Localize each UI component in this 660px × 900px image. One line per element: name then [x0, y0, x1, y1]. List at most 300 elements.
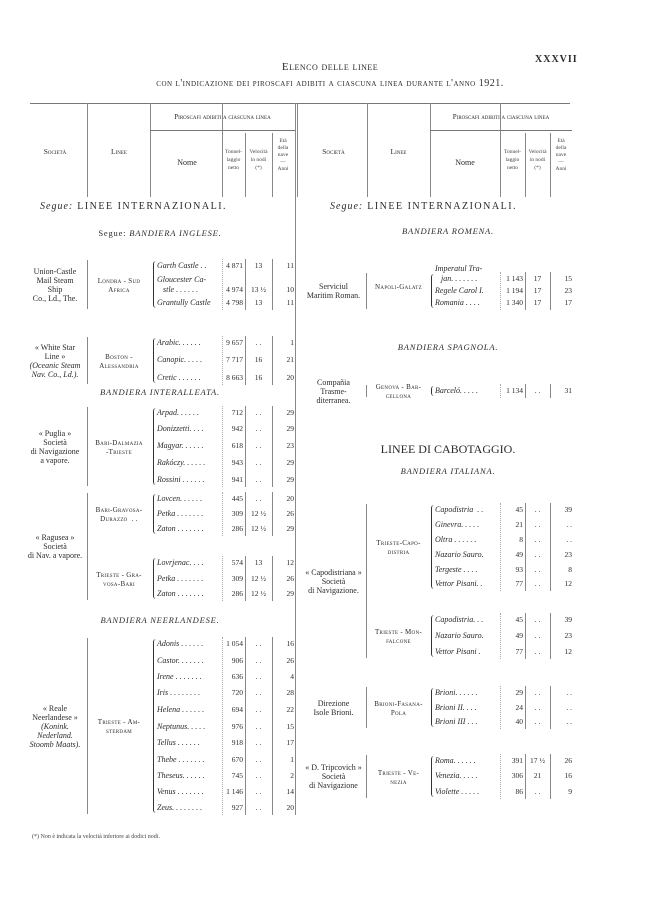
- header-top-rule: [30, 103, 570, 104]
- societa-name: [22, 533, 88, 560]
- ship-eta: . .: [566, 703, 572, 712]
- ship-tonnellaggio: 49: [515, 550, 523, 559]
- ship-eta: 29: [286, 475, 294, 484]
- ship-name: Irene . . . . . . .: [157, 672, 202, 681]
- vel-eta-rule: [550, 754, 551, 799]
- tonnellaggio-rule: [222, 336, 223, 385]
- ship-eta: 12: [286, 558, 294, 567]
- heading-text: BANDIERA ITALIANA.: [400, 466, 496, 476]
- societa-line: di Nav. a vapore.: [27, 551, 83, 560]
- page-subtitle: con l'indicazione dei piroscafi adibiti a ciascuna linea durante l'anno 1921.: [156, 78, 504, 89]
- ship-velocita: 12 ½: [251, 524, 266, 533]
- ship-velocita: 12 ½: [251, 574, 266, 583]
- ship-eta: . .: [566, 535, 572, 544]
- vel-eta-rule: [272, 492, 273, 536]
- ship-eta: 21: [286, 355, 294, 364]
- ship-tonnellaggio: 574: [231, 558, 243, 567]
- brace-icon: [431, 505, 435, 589]
- ship-velocita: . .: [255, 738, 262, 747]
- tonn-vel-rule: [525, 754, 526, 799]
- ship-velocita: . .: [255, 494, 262, 503]
- ship-velocita: . .: [255, 672, 262, 681]
- section-heading: [318, 466, 578, 476]
- societa-line: « White Star: [34, 342, 76, 352]
- ship-eta: 9: [568, 787, 572, 796]
- societa-name: [300, 699, 367, 717]
- header-tonnellaggio: Tonnel- laggio netto: [503, 149, 522, 171]
- ship-name: Romania . . . .: [435, 298, 480, 307]
- ship-velocita: . .: [255, 656, 262, 665]
- tonnellaggio-rule: [500, 384, 501, 398]
- ship-velocita: 16: [254, 355, 263, 364]
- section-heading: [30, 387, 290, 397]
- societa-line: di Navigazione: [30, 446, 80, 456]
- ship-tonnellaggio: 45: [515, 615, 523, 624]
- page-title: Elenco delle linee: [281, 61, 379, 73]
- ship-velocita: . .: [255, 771, 262, 780]
- ship-name: Castor. . . . . . .: [157, 656, 204, 665]
- linee-name: Brioni-Fasana- Pola: [374, 699, 423, 717]
- ship-name: Nazario Sauro.: [435, 631, 484, 640]
- ship-velocita: 17: [533, 274, 542, 283]
- header-sub-rule: [150, 130, 295, 131]
- ship-eta: 28: [286, 688, 294, 697]
- ship-name: Zaton . . . . . . .: [157, 589, 204, 598]
- ship-name: Thebe . . . . . . .: [157, 755, 205, 764]
- tonnellaggio-rule: [222, 637, 223, 815]
- heading-text: BANDIERA INTERALLEATA.: [100, 387, 220, 397]
- center-double-rule: [297, 103, 298, 197]
- societa-name: [300, 282, 367, 300]
- ship-name: Rakóczy. . . . . .: [157, 458, 206, 467]
- ship-name: Tergeste . . . .: [435, 565, 478, 574]
- tonn-vel-rule: [525, 272, 526, 310]
- header-piroscafi: Piroscafi adibiti a ciascuna linea: [174, 113, 271, 121]
- ship-velocita: . .: [534, 565, 541, 574]
- linee-name: Boston - Alessandria: [99, 352, 139, 370]
- linee-name: Bari-Gravosa- Durazzo . .: [95, 506, 143, 523]
- societa-name: [22, 429, 88, 465]
- tonn-vel-rule: [525, 613, 526, 659]
- vel-eta-rule: [272, 259, 273, 310]
- societa-line: « Capodistriana »: [305, 567, 362, 577]
- societa-line: Co., Ld., The.: [32, 293, 78, 303]
- ship-tonnellaggio: 694: [231, 705, 243, 714]
- ship-eta: 29: [286, 424, 294, 433]
- societa-line: Società: [43, 542, 67, 551]
- ship-velocita: . .: [255, 803, 262, 812]
- page-number: XXXVII: [535, 54, 578, 65]
- ship-velocita: 17: [533, 298, 542, 307]
- ship-tonnellaggio: 720: [231, 688, 243, 697]
- societa-name: [300, 378, 367, 405]
- ship-tonnellaggio: 77: [515, 647, 523, 656]
- ship-velocita: . .: [255, 787, 262, 796]
- ship-eta: 4: [290, 672, 294, 681]
- ship-velocita: . .: [255, 458, 262, 467]
- ship-eta: 16: [286, 639, 294, 648]
- ship-name: Zaton . . . . . . .: [157, 524, 204, 533]
- ship-tonnellaggio: 306: [511, 771, 523, 780]
- ship-tonnellaggio: 40: [515, 717, 523, 726]
- segue-text: LINEE INTERNAZIONALI.: [367, 201, 518, 212]
- ship-tonnellaggio: 942: [231, 424, 243, 433]
- ship-tonnellaggio: 1 194: [506, 286, 523, 295]
- tonn-vel-rule: [245, 406, 246, 487]
- header-nome: Nome: [177, 158, 197, 167]
- tonn-vel-rule: [245, 259, 246, 310]
- ship-name: Magyar. . . . . .: [157, 441, 204, 450]
- vel-eta-rule: [272, 406, 273, 487]
- ship-velocita: . .: [534, 787, 541, 796]
- societa-line: Compañia: [317, 377, 350, 387]
- ship-tonnellaggio: 1 054: [226, 639, 243, 648]
- footnote: (*) Non è indicata la velocità inferiore ai dodici nodi.: [32, 834, 160, 840]
- ship-velocita: . .: [255, 755, 262, 764]
- ship-eta: 11: [286, 298, 294, 307]
- ship-tonnellaggio: 1 143: [506, 274, 523, 283]
- ship-name: Garth Castle . .: [157, 261, 207, 270]
- ship-tonnellaggio: 49: [515, 631, 523, 640]
- ship-tonnellaggio: 309: [231, 509, 243, 518]
- ship-tonnellaggio: 93: [515, 565, 523, 574]
- ship-tonnellaggio: 941: [231, 475, 243, 484]
- ship-velocita: . .: [255, 688, 262, 697]
- societa-line: Maritim Roman.: [306, 291, 361, 300]
- header-societa: Società: [43, 147, 67, 156]
- ship-velocita: 16: [254, 373, 263, 382]
- ship-velocita: . .: [255, 441, 262, 450]
- ship-name: Arpad. . . . . .: [157, 408, 199, 417]
- ship-tonnellaggio: 8 663: [226, 373, 243, 382]
- societa-line: « Reale: [42, 703, 68, 713]
- center-double-rule: [295, 103, 296, 815]
- segue-text: LINEE INTERNAZIONALI.: [77, 201, 228, 212]
- ship-eta: 29: [286, 408, 294, 417]
- header-velocita: Velocità in nodi (*): [249, 149, 268, 171]
- ship-tonnellaggio: 391: [511, 756, 523, 765]
- ship-velocita: . .: [255, 639, 262, 648]
- ship-tonnellaggio: 9 657: [226, 338, 243, 347]
- segue-prefix: Segue:: [330, 201, 364, 212]
- ship-velocita: . .: [534, 717, 541, 726]
- tonnellaggio-rule: [222, 259, 223, 310]
- ship-velocita: 13: [254, 298, 263, 307]
- tonnellaggio-rule: [500, 272, 501, 310]
- heading-text: BANDIERA INGLESE.: [129, 228, 222, 238]
- ship-velocita: . .: [255, 424, 262, 433]
- ship-tonnellaggio: 1 134: [506, 386, 523, 395]
- linee-name: Genova - Bar- cellona: [375, 383, 422, 400]
- ship-eta: 26: [286, 574, 294, 583]
- ship-eta: 23: [564, 631, 572, 640]
- ship-velocita: 21: [533, 771, 542, 780]
- ship-eta: 12: [564, 579, 572, 588]
- ship-eta: . .: [566, 717, 572, 726]
- heading-text: BANDIERA NEERLANDESE.: [100, 615, 220, 625]
- ship-velocita: 13: [254, 558, 263, 567]
- header-velocita: Velocità in nodi (*): [528, 149, 547, 171]
- ship-tonnellaggio: 745: [231, 771, 243, 780]
- ship-velocita: 17 ½: [530, 756, 545, 765]
- header-piroscafi: Piroscafi adibiti a ciascuna linea: [452, 113, 550, 121]
- ship-name: Rossini . . . . . .: [157, 475, 205, 484]
- section-heading: [318, 226, 578, 236]
- ship-velocita: . .: [534, 386, 541, 395]
- vel-eta-rule: [550, 613, 551, 659]
- ship-tonnellaggio: 976: [231, 722, 243, 731]
- societa-line: Mail Steam: [36, 275, 74, 285]
- societa-line: Trasme-: [320, 386, 347, 396]
- ship-name: Brioni III . . .: [435, 717, 478, 726]
- societa-line: « D. Tripcovich »: [305, 763, 362, 772]
- vel-eta-rule: [272, 556, 273, 601]
- ship-tonnellaggio: 8: [519, 535, 523, 544]
- ship-tonnellaggio: 906: [231, 656, 243, 665]
- tonnellaggio-rule: [500, 503, 501, 591]
- ship-velocita: . .: [534, 520, 541, 529]
- ship-tonnellaggio: 670: [231, 755, 243, 764]
- ship-tonnellaggio: 24: [515, 703, 523, 712]
- ship-tonnellaggio: 1 146: [226, 787, 243, 796]
- societa-line: « Puglia »: [38, 428, 72, 438]
- vel-eta-rule: [550, 503, 551, 591]
- ship-name: Tellus . . . . . .: [157, 738, 200, 747]
- tonnellaggio-rule: [222, 406, 223, 487]
- vel-eta-rule: [550, 384, 551, 398]
- ship-tonnellaggio: 45: [515, 505, 523, 514]
- ship-eta: 29: [286, 458, 294, 467]
- vel-eta-rule: [550, 272, 551, 310]
- ship-tonnellaggio: 4 974: [226, 285, 243, 294]
- societa-line: Union-Castle: [33, 266, 77, 276]
- ship-name: Lovrjenac. . . .: [157, 558, 204, 567]
- ship-tonnellaggio: 712: [231, 408, 243, 417]
- tonn-vel-rule: [245, 556, 246, 601]
- societa-line: Nederland.: [37, 730, 73, 740]
- ship-velocita: 13 ½: [251, 285, 266, 294]
- ship-eta: 8: [568, 565, 572, 574]
- ship-tonnellaggio: 4 798: [226, 298, 243, 307]
- ship-eta: 20: [286, 803, 294, 812]
- ship-name: Barceló. . . . .: [435, 386, 479, 395]
- ship-tonnellaggio: 636: [231, 672, 243, 681]
- ship-name: Grantully Castle: [157, 298, 211, 307]
- header-linee: Linee: [390, 147, 407, 156]
- linee-name: Trieste - Gra- vosa-Bari: [96, 570, 142, 588]
- tonnellaggio-rule: [222, 492, 223, 536]
- header-eta: Età della nave — Anni: [277, 138, 289, 172]
- ship-eta: 16: [564, 771, 572, 780]
- ship-velocita: . .: [255, 705, 262, 714]
- ship-tonnellaggio: 286: [231, 589, 243, 598]
- ship-tonnellaggio: 7 717: [226, 355, 243, 364]
- linee-name: Napoli-Galatz: [375, 283, 422, 291]
- segue-right: [330, 201, 517, 212]
- ship-tonnellaggio: 943: [231, 458, 243, 467]
- societa-line: di Navigazione: [309, 781, 358, 790]
- section-heading: [30, 615, 290, 625]
- societa-line: Ship: [47, 284, 63, 294]
- ship-name: Capodistria. . .: [435, 615, 484, 624]
- vel-eta-rule: [272, 336, 273, 385]
- ship-name: Imperatul Tra- jan. . . . . . .: [435, 264, 483, 283]
- ship-name: Canopic. . . . .: [157, 355, 203, 364]
- vel-eta-rule: [272, 637, 273, 815]
- ship-velocita: 12 ½: [251, 589, 266, 598]
- ship-eta: 12: [564, 647, 572, 656]
- ship-name: Zeus. . . . . . . .: [157, 803, 203, 812]
- ship-eta: 17: [286, 738, 294, 747]
- ship-eta: 17: [564, 298, 572, 307]
- ship-tonnellaggio: 309: [231, 574, 243, 583]
- ship-eta: 2: [290, 771, 294, 780]
- linee-name: Trieste - Mon- falcone: [374, 628, 423, 645]
- ship-eta: 39: [564, 505, 572, 514]
- societa-line: Direzione: [317, 698, 350, 708]
- ship-tonnellaggio: 927: [231, 803, 243, 812]
- ship-name: Roma. . . . . .: [435, 756, 476, 765]
- ship-velocita: . .: [255, 475, 262, 484]
- ship-eta: 23: [286, 441, 294, 450]
- section-big-heading: LINEE DI CABOTAGGIO.: [380, 442, 516, 456]
- ship-velocita: . .: [534, 703, 541, 712]
- ship-name: Venus . . . . . . .: [157, 787, 204, 796]
- ship-name: Ginevra. . . . .: [435, 520, 480, 529]
- tonn-vel-rule: [525, 384, 526, 398]
- ship-tonnellaggio: 77: [515, 579, 523, 588]
- ship-name: Neptunus. . . . .: [157, 722, 206, 731]
- ship-velocita: . .: [534, 688, 541, 697]
- ship-eta: 23: [564, 550, 572, 559]
- section-heading: [30, 228, 290, 238]
- ship-velocita: . .: [534, 631, 541, 640]
- societa-name: [300, 763, 367, 790]
- societa-line: Isole Brioni.: [313, 707, 354, 717]
- heading-text: BANDIERA SPAGNOLA.: [397, 342, 499, 352]
- ship-eta: 1: [290, 338, 294, 347]
- ship-name: Violette . . . . .: [435, 787, 480, 796]
- ship-eta: 15: [564, 274, 572, 283]
- ship-velocita: . .: [534, 550, 541, 559]
- ship-eta: 29: [286, 524, 294, 533]
- societa-line: Neerlandese »: [32, 712, 78, 722]
- societa-line: a vapore.: [40, 455, 70, 465]
- ship-name: Gloucester Ca- stle . . . . . .: [157, 275, 207, 294]
- ship-name: Helena . . . . . .: [157, 705, 205, 714]
- linee-name: Londra - Sud Africa: [97, 276, 141, 294]
- header-linee: Linee: [111, 147, 127, 156]
- ship-velocita: 13: [254, 261, 263, 270]
- ship-velocita: . .: [534, 505, 541, 514]
- societa-line: (Oceanic Steam: [29, 360, 81, 370]
- ship-velocita: . .: [534, 579, 541, 588]
- ship-velocita: . .: [255, 338, 262, 347]
- societa-line: di Navigazione.: [308, 585, 359, 595]
- tonn-vel-rule: [525, 503, 526, 591]
- linee-name: Bari-Dalmazia -Trieste: [95, 438, 143, 456]
- ship-tonnellaggio: 445: [231, 494, 243, 503]
- ship-eta: 1: [290, 755, 294, 764]
- tonnellaggio-rule: [222, 556, 223, 601]
- header-societa: Società: [322, 147, 345, 156]
- ship-name: Iris . . . . . . . .: [157, 688, 201, 697]
- ship-name: Capodistria . .: [435, 505, 484, 514]
- ship-velocita: . .: [534, 615, 541, 624]
- ship-name: Petka . . . . . . .: [157, 509, 204, 518]
- ship-name: Adonis . . . . . .: [157, 639, 204, 648]
- ship-eta: . .: [566, 520, 572, 529]
- tonn-vel-rule: [245, 637, 246, 815]
- ship-eta: 31: [564, 386, 572, 395]
- segue-prefix: Segue:: [40, 201, 74, 212]
- ship-eta: 26: [286, 656, 294, 665]
- societa-name: [22, 343, 88, 379]
- ship-tonnellaggio: 21: [515, 520, 523, 529]
- heading-text: BANDIERA ROMENA.: [402, 226, 494, 236]
- ship-velocita: . .: [534, 535, 541, 544]
- ship-eta: . .: [566, 688, 572, 697]
- ship-name: Donizzetti. . . .: [157, 424, 204, 433]
- ship-velocita: 17: [533, 286, 542, 295]
- ship-tonnellaggio: 29: [515, 688, 523, 697]
- ship-name: Venezia. . . . .: [435, 771, 478, 780]
- ship-name: Theseus. . . . . .: [157, 771, 205, 780]
- societa-line: Società: [321, 772, 346, 781]
- societa-line: Stoomb Maats).: [29, 739, 81, 749]
- tonn-vel-rule: [245, 492, 246, 536]
- ship-name: Brioni II. . . .: [435, 703, 477, 712]
- header-nome: Nome: [455, 158, 475, 167]
- ship-tonnellaggio: 286: [231, 524, 243, 533]
- vel-eta-rule: [550, 686, 551, 729]
- ship-eta: 22: [286, 705, 294, 714]
- linee-name: Trieste - Am- sterdam: [97, 718, 141, 735]
- ship-eta: 29: [286, 589, 294, 598]
- ship-eta: 10: [286, 285, 294, 294]
- linee-name: Trieste - Ve- nezia: [377, 768, 420, 786]
- ship-tonnellaggio: 618: [231, 441, 243, 450]
- ship-name: Regele Carol I.: [435, 286, 484, 295]
- segue-left: [40, 201, 227, 212]
- ship-name: Lovcen. . . . . .: [157, 494, 203, 503]
- header-eta: Età della nave — Anni: [555, 138, 567, 172]
- societa-name: [22, 267, 88, 303]
- societa-line: Line »: [44, 351, 66, 361]
- header-sub-rule: [430, 130, 572, 131]
- heading-prefix: Segue:: [98, 228, 127, 238]
- ship-eta: 20: [286, 494, 294, 503]
- ship-name: Vettor Pisani .: [435, 647, 481, 656]
- ship-eta: 26: [286, 509, 294, 518]
- ship-eta: 20: [286, 373, 294, 382]
- societa-line: Serviciul: [319, 282, 348, 291]
- societa-line: Società: [43, 437, 67, 447]
- ship-eta: 23: [564, 286, 572, 295]
- ship-tonnellaggio: 1 340: [506, 298, 523, 307]
- ship-name: Cretic . . . . . .: [157, 373, 201, 382]
- linee-name: Trieste-Capo- distria: [376, 539, 421, 556]
- ship-name: Vettor Pisani. .: [435, 579, 483, 588]
- tonnellaggio-rule: [500, 613, 501, 659]
- ship-eta: 14: [286, 787, 294, 796]
- tonn-vel-rule: [245, 336, 246, 385]
- societa-line: Società: [321, 576, 346, 586]
- ship-velocita: 12 ½: [251, 509, 266, 518]
- societa-name: [22, 704, 88, 749]
- ship-tonnellaggio: 4 871: [226, 261, 243, 270]
- ship-name: Arabic. . . . . .: [157, 338, 201, 347]
